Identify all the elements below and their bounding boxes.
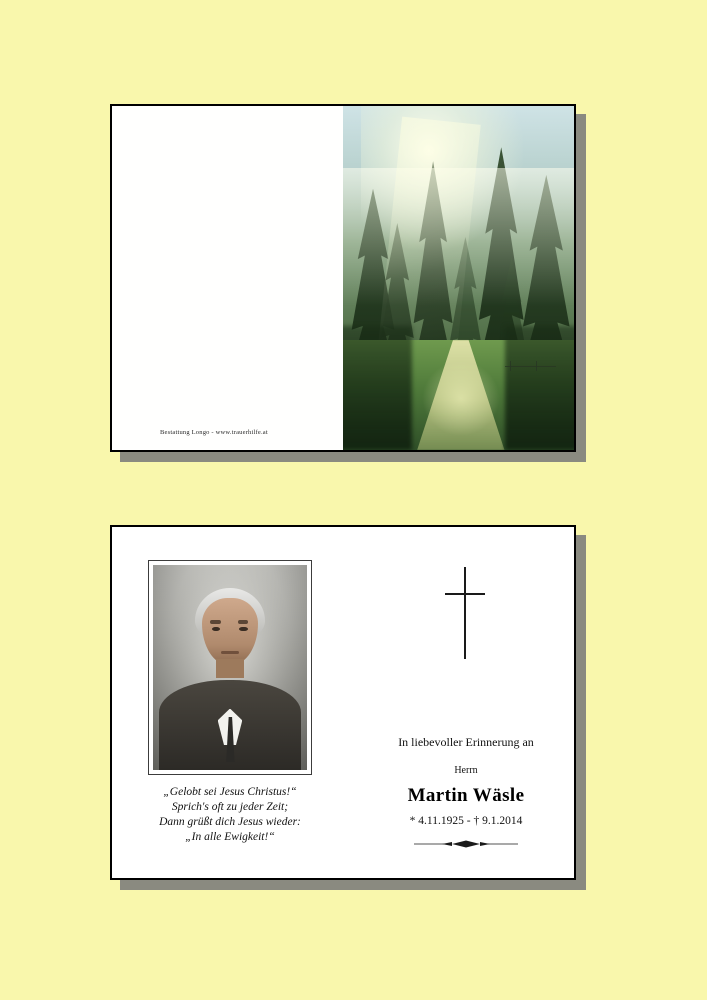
cross-icon [464, 567, 466, 659]
mouth [221, 651, 239, 654]
verse-line: Dann grüßt dich Jesus wieder: [159, 816, 301, 828]
forest-path-photo [343, 106, 574, 450]
memorial-verse [130, 785, 330, 845]
foreground-shadow-left [343, 326, 412, 450]
blank-left-panel [112, 106, 343, 450]
path-glow [422, 361, 501, 437]
neck [216, 659, 244, 677]
foreground-shadow-right [505, 326, 574, 450]
fence-icon [505, 366, 556, 367]
eye-right [239, 627, 247, 632]
eyebrow-left [210, 620, 221, 623]
funeral-home-credit: Bestattung Longo - www.trauerhilfe.at [160, 429, 268, 436]
verse-line: „Gelobt sei Jesus Christus!“ [163, 786, 297, 798]
card-surface [110, 104, 576, 452]
verse-line: Sprich's oft zu jeder Zeit; [171, 801, 289, 813]
ornament-divider-icon [412, 839, 520, 849]
card-surface [110, 525, 576, 880]
portrait-photo [153, 565, 307, 770]
deceased-name: Martin Wäsle [407, 785, 525, 806]
verse-line: „In alle Ewigkeit!“ [185, 831, 275, 843]
eyebrow-right [238, 620, 249, 623]
portrait-frame [148, 560, 312, 775]
honorific: Herrn [454, 765, 478, 776]
condolence-card-outside [110, 104, 576, 452]
life-dates: * 4.11.1925 - † 9.1.2014 [409, 815, 523, 827]
memory-line: In liebevoller Erinnerung an [398, 735, 534, 749]
memorial-card-inside [110, 525, 576, 880]
